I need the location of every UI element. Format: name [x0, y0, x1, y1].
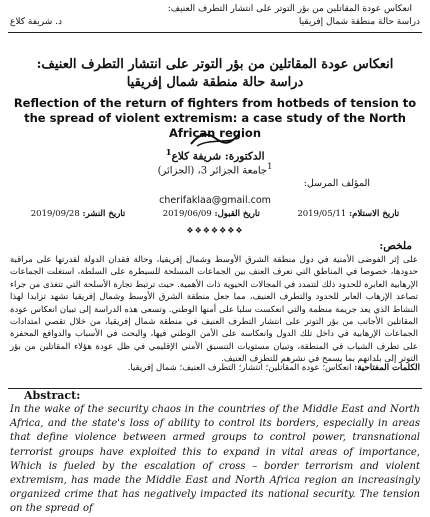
corresponding-author-label: المؤلف المرسل:	[303, 178, 370, 189]
author-email[interactable]: cherifaklaa@gmail.com	[159, 195, 271, 206]
signature-flourish	[185, 128, 245, 150]
arabic-title	[12, 56, 418, 92]
abstract-body: In the wake of the security chaos in the countries of the Middle East and North Africa, and the state's loss of ability to control its borders, especially in areas that define violence between armed groups to control power, transnational terrorist groups have exploited this to expand in vital areas of importance, Which is fueled by the escalation of cross – border terrorism and violent extremism, has made the Middle East and North Africa region an increasingly organized crime that has negatively impacted its national security. The tension on the spread of	[10, 404, 420, 515]
dates-row	[12, 209, 418, 219]
affiliation-text: جامعة الجزائر 3، (الجزائر)	[157, 165, 268, 177]
keywords-line	[10, 363, 420, 373]
accepted-date	[163, 209, 260, 219]
accepted-value: 2019/06/09	[162, 209, 212, 219]
affiliation-superscript: 1	[267, 161, 273, 171]
published-label: تاريخ النشر:	[82, 209, 126, 219]
arabic-summary-body: على إثر الفوضى الأمنية في دول منطقة الشرق الأوسط وشمال إفريقيا، وحالة فقدان الدولة لقدرتها على مراقبة حدودها، خصوصا في المناطق التي تعرف العنف بين الجماعات المسلحة للسيطرة على السلطة، استغلت الجماعات الإرهابية العابرة للحدود ذلك لتتمدد في المجالات الحيوية ذات الأهمية. حيث ترتبط تجارة الأسلحة التي تتغذى من جراء تصاعد الإرهاب العابر للحدود والتطرف العنيف، مما جعل منطقة الشرق الأوسط وشمال إفريقيا تشهد تزايدا لهذا النشاط الذي يعد جريمة منظمة والتي انعكست سلبا على أمنها الوطني. وتسعى هذه الدراسة إلى تبيان انعكاس عودة المقاتلين الأجانب من بؤر التوتر على انتشار التطرف العنيف في منطقة شمال إفريقيا، من خلال تقصي امتدادات الجماعات الإرهابية في داخل تلك الدول وانعكاسه على الأمن الوطني فيها، والبحث في الأسباب والدوافع المحفزة على تطرف الشباب في المنطقة، وتبيان مستويات التنسيق الأمني الإقليمي في ظل عودة هؤلاء المقاتلين من بؤر التوتر إلى بلدانهم بما يسمح في نشرهم للتطرف العنيف.	[10, 255, 418, 365]
published-value: 2019/09/28	[30, 209, 80, 219]
arabic-title-line1: انعكاس عودة المقاتلين من بؤر التوتر على انتشار التطرف العنيف:	[36, 57, 394, 72]
affiliation-line	[12, 161, 418, 176]
keywords-label: الكلمات المفتاحية:	[354, 363, 420, 373]
keywords-list: انعكاس؛ عودة المقاتلين؛ انتشار؛ التطرف العنيف؛ شمال إفريقيا.	[127, 363, 352, 373]
header-divider	[8, 32, 422, 33]
accepted-label: تاريخ القبول:	[214, 209, 260, 219]
author-superscript: 1	[165, 148, 172, 158]
published-date	[31, 209, 126, 219]
summary-heading: ملخص:	[379, 240, 412, 252]
received-value: 2019/05/11	[297, 209, 347, 219]
running-header-case-study: دراسة حالة منطقة شمال إفريقيا	[298, 17, 420, 27]
author-name: الدكتورة: شريفة كلاع	[171, 150, 265, 163]
running-header-subtitle	[10, 17, 420, 27]
abstract-heading: Abstract:	[24, 389, 81, 402]
section-separator: ❖❖❖❖❖❖❖	[186, 226, 244, 235]
english-title: Reflection of the return of fighters from hotbeds of tension to the spread of violent extremism: a case study of the North African region	[13, 96, 417, 140]
running-header-author: د. شريفة كلاع	[10, 17, 63, 27]
arabic-title-line2: دراسة حالة منطقة شمال إفريقيا	[126, 75, 304, 90]
running-header-title: انعكاس عودة المقاتلين من بؤر التوتر على انتشار التطرف العنيف:	[167, 4, 412, 14]
received-label: تاريخ الاستلام:	[349, 209, 400, 219]
received-date	[297, 209, 399, 219]
